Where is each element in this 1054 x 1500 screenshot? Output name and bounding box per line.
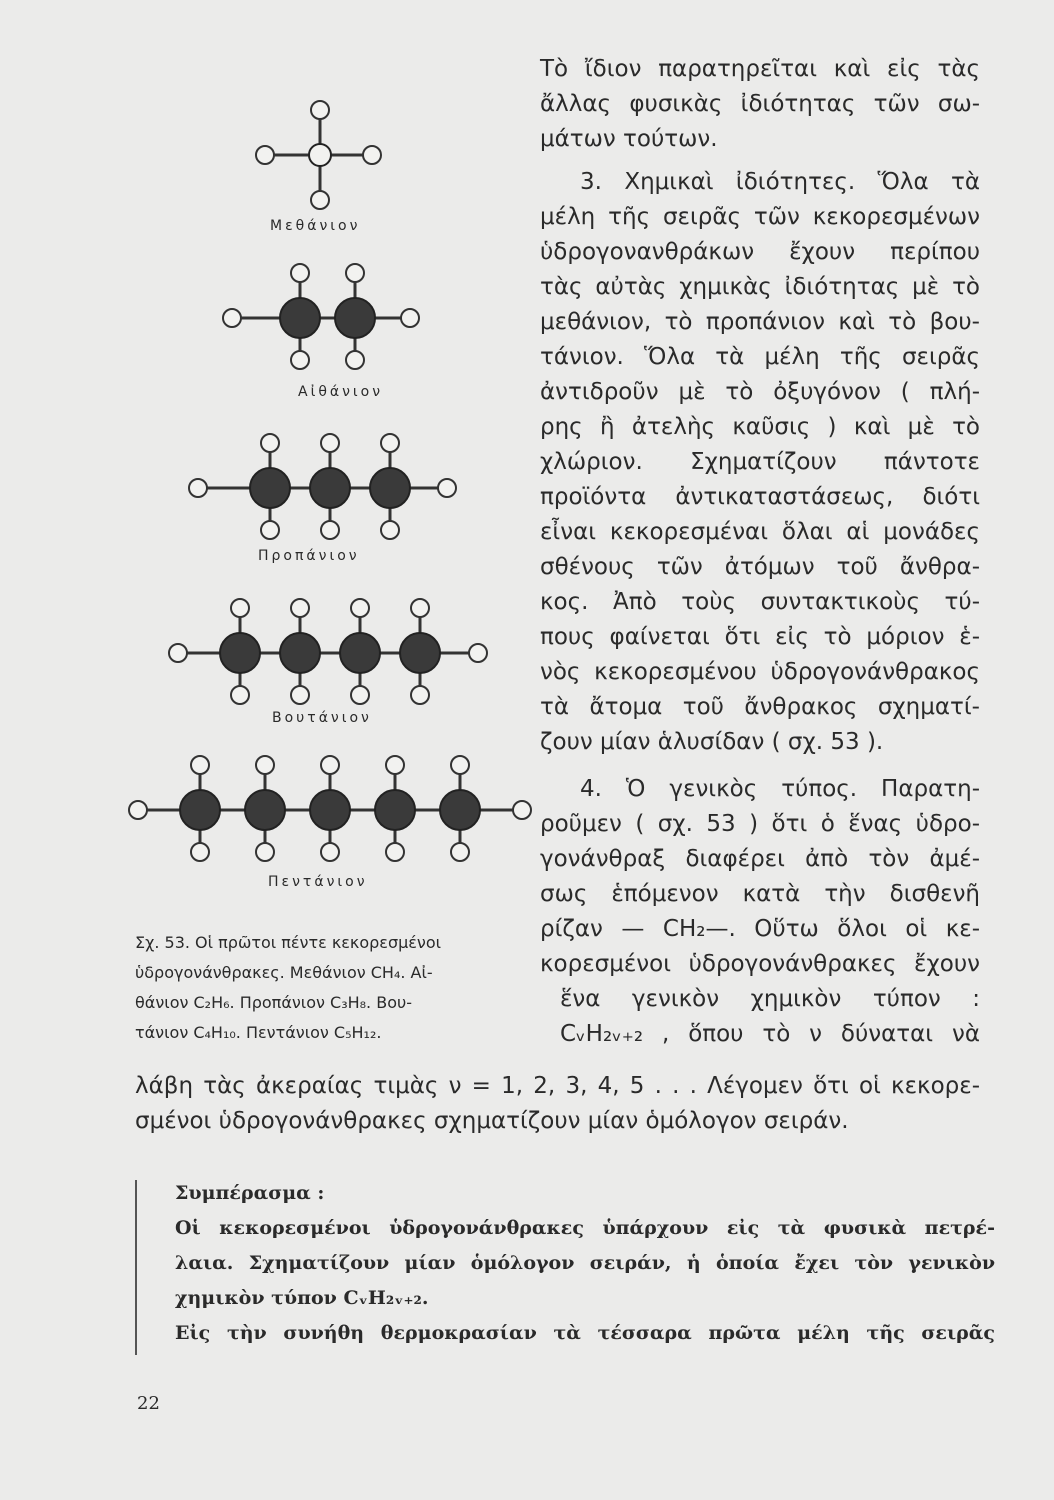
conclusion-line: Οἱ κεκορεσμένοι ὑδρογονάνθρακες ὑπάρχουν εἰς τὰ φυσικὰ πετρέ- bbox=[175, 1217, 995, 1239]
hydrogen-atom bbox=[386, 843, 404, 861]
hydrogen-atom bbox=[351, 686, 369, 704]
body-line: ἀντιδροῦν μὲ τὸ ὀξυγόνον ( πλή- bbox=[540, 379, 980, 405]
conclusion-title: Συμπέρασμα : bbox=[175, 1182, 325, 1204]
hydrogen-atom bbox=[169, 644, 187, 662]
body-line: Τὸ ἴδιον παρατηρεῖται καὶ εἰς τὰς bbox=[540, 56, 980, 82]
carbon-atom bbox=[309, 144, 331, 166]
body-line: CᵥH₂ᵥ₊₂ , ὅπου τὸ ν δύναται νὰ bbox=[560, 1021, 980, 1047]
label-pentane: Πεντάνιον bbox=[268, 874, 368, 890]
caption-line: Σχ. 53. Οἱ πρῶτοι πέντε κεκορεσμένοι bbox=[135, 933, 442, 952]
hydrogen-atom bbox=[223, 309, 241, 327]
body-line: χλώριον. Σχηματίζουν πάντοτε bbox=[540, 449, 980, 475]
body-line: ἄλλας φυσικὰς ἰδιότητας τῶν σω- bbox=[540, 91, 980, 117]
hydrogen-atom bbox=[346, 351, 364, 369]
hydrogen-atom bbox=[291, 351, 309, 369]
hydrogen-atom bbox=[231, 599, 249, 617]
caption-line: ὑδρογονάνθρακες. Μεθάνιον CH₄. Αἰ- bbox=[135, 963, 433, 982]
body-line: εἶναι κεκορεσμέναι ὅλαι αἱ μονάδες bbox=[540, 519, 980, 545]
caption-line: τάνιον C₄H₁₀. Πεντάνιον C₅H₁₂. bbox=[135, 1023, 382, 1042]
hydrogen-atom bbox=[411, 599, 429, 617]
hydrogen-atom bbox=[256, 756, 274, 774]
carbon-atom bbox=[310, 790, 350, 830]
hydrogen-atom bbox=[189, 479, 207, 497]
hydrogen-atom bbox=[513, 801, 531, 819]
label-propane: Προπάνιον bbox=[258, 548, 360, 564]
hydrogen-atom bbox=[321, 756, 339, 774]
body-line: ἕνα γενικὸν χημικὸν τύπον : bbox=[560, 986, 980, 1012]
carbon-atom bbox=[375, 790, 415, 830]
hydrogen-atom bbox=[129, 801, 147, 819]
conclusion-line: λαια. Σχηματίζουν μίαν ὁμόλογον σειράν, ἡ ὁποία ἔχει τὸν γενικὸν bbox=[175, 1252, 995, 1274]
hydrogen-atom bbox=[256, 146, 274, 164]
body-line: μεθάνιον, τὸ προπάνιον καὶ τὸ βου- bbox=[540, 309, 980, 335]
body-line: νὸς κεκορεσμένου ὑδρογονάνθρακος bbox=[540, 659, 980, 685]
body-line: 3. Χημικαὶ ἰδιότητες. Ὅλα τὰ bbox=[580, 169, 980, 195]
carbon-atom bbox=[335, 298, 375, 338]
carbon-atom bbox=[280, 298, 320, 338]
conclusion-line: Εἰς τὴν συνήθη θερμοκρασίαν τὰ τέσσαρα πρῶτα μέλη τῆς σειρᾶς bbox=[175, 1322, 995, 1344]
body-line: ὑδρογονανθράκων ἔχουν περίπου bbox=[540, 239, 980, 265]
body-line: προϊόντα ἀντικαταστάσεως, διότι bbox=[540, 484, 980, 510]
body-line: πους φαίνεται ὅτι εἰς τὸ μόριον ἑ- bbox=[540, 624, 980, 650]
hydrogen-atom bbox=[291, 264, 309, 282]
hydrogen-atom bbox=[451, 843, 469, 861]
hydrogen-atom bbox=[311, 191, 329, 209]
caption-line: θάνιον C₂H₆. Προπάνιον C₃H₈. Βου- bbox=[135, 993, 413, 1012]
hydrogen-atom bbox=[256, 843, 274, 861]
hydrogen-atom bbox=[411, 686, 429, 704]
label-methane: Μεθάνιον bbox=[270, 218, 361, 234]
hydrogen-atom bbox=[261, 521, 279, 539]
hydrogen-atom bbox=[321, 434, 339, 452]
hydrogen-atom bbox=[386, 756, 404, 774]
body-line: τάνιον. Ὅλα τὰ μέλη τῆς σειρᾶς bbox=[540, 344, 980, 370]
hydrogen-atom bbox=[381, 434, 399, 452]
hydrogen-atom bbox=[351, 599, 369, 617]
body-line: μάτων τούτων. bbox=[540, 126, 718, 152]
body-line: ζουν μίαν ἁλυσίδαν ( σχ. 53 ). bbox=[540, 729, 884, 755]
hydrogen-atom bbox=[469, 644, 487, 662]
hydrogen-atom bbox=[321, 521, 339, 539]
alkane-structures-figure bbox=[0, 0, 560, 920]
label-butane: Βουτάνιον bbox=[272, 710, 372, 726]
body-line: λάβη τὰς ἀκεραίας τιμὰς ν = 1, 2, 3, 4, 5 . . . Λέγομεν ὅτι οἱ κεκορε- bbox=[135, 1073, 980, 1099]
body-line: κορεσμένοι ὑδρογονάνθρακες ἔχουν bbox=[540, 951, 980, 977]
body-line: σμένοι ὑδρογονάνθρακες σχηματίζουν μίαν ὁμόλογον σειράν. bbox=[135, 1108, 849, 1134]
body-line: σθένους τῶν ἀτόμων τοῦ ἄνθρα- bbox=[540, 554, 980, 580]
hydrogen-atom bbox=[311, 101, 329, 119]
carbon-atom bbox=[245, 790, 285, 830]
body-line: τὰ ἄτομα τοῦ ἄνθρακος σχηματί- bbox=[540, 694, 980, 720]
hydrogen-atom bbox=[401, 309, 419, 327]
hydrogen-atom bbox=[291, 686, 309, 704]
hydrogen-atom bbox=[451, 756, 469, 774]
conclusion-line: χημικὸν τύπον CᵥH₂ᵥ₊₂. bbox=[175, 1287, 429, 1309]
page-number: 22 bbox=[137, 1393, 160, 1414]
body-line: μέλη τῆς σειρᾶς τῶν κεκορεσμένων bbox=[540, 204, 980, 230]
body-line: 4. Ὁ γενικὸς τύπος. Παρατη- bbox=[580, 776, 980, 802]
hydrogen-atom bbox=[291, 599, 309, 617]
body-line: τὰς αὐτὰς χημικὰς ἰδιότητας μὲ τὸ bbox=[540, 274, 980, 300]
carbon-atom bbox=[370, 468, 410, 508]
carbon-atom bbox=[340, 633, 380, 673]
hydrogen-atom bbox=[261, 434, 279, 452]
carbon-atom bbox=[440, 790, 480, 830]
hydrogen-atom bbox=[438, 479, 456, 497]
hydrogen-atom bbox=[191, 756, 209, 774]
body-line: ρίζαν — CH₂—. Οὕτω ὅλοι οἱ κε- bbox=[540, 916, 980, 942]
carbon-atom bbox=[280, 633, 320, 673]
hydrogen-atom bbox=[363, 146, 381, 164]
carbon-atom bbox=[220, 633, 260, 673]
carbon-atom bbox=[250, 468, 290, 508]
carbon-atom bbox=[400, 633, 440, 673]
body-line: ροῦμεν ( σχ. 53 ) ὅτι ὁ ἕνας ὑδρο- bbox=[540, 811, 980, 837]
hydrogen-atom bbox=[191, 843, 209, 861]
body-line: γονάνθραξ διαφέρει ἀπὸ τὸν ἀμέ- bbox=[540, 846, 980, 872]
hydrogen-atom bbox=[346, 264, 364, 282]
body-line: κος. Ἀπὸ τοὺς συντακτικοὺς τύ- bbox=[540, 589, 980, 615]
hydrogen-atom bbox=[321, 843, 339, 861]
hydrogen-atom bbox=[231, 686, 249, 704]
hydrogen-atom bbox=[381, 521, 399, 539]
body-line: ρης ἢ ἀτελὴς καῦσις ) καὶ μὲ τὸ bbox=[540, 414, 980, 440]
carbon-atom bbox=[310, 468, 350, 508]
label-ethane: Αἰθάνιον bbox=[298, 384, 384, 400]
body-line: σως ἑπόμενον κατὰ τὴν δισθενῆ bbox=[540, 881, 980, 907]
carbon-atom bbox=[180, 790, 220, 830]
